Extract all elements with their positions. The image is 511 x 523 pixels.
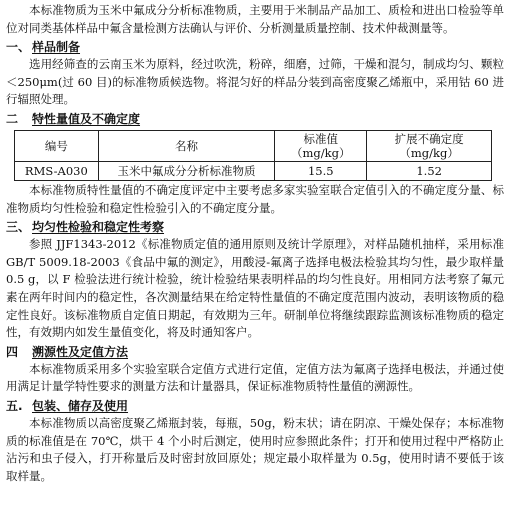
section-text-traceability: 本标准物质采用多个实验室联合定值方式进行定值，定值方法为氟离子选择电极法，并通过使用满足计量学特性要求的测量方法和计量器具，保证标准物质特性量值的溯源性。 (6, 361, 504, 394)
header-line: 标准值 (303, 131, 339, 146)
table-header-row (15, 130, 492, 161)
section-heading-packaging (6, 398, 504, 415)
table-row (15, 161, 492, 180)
intro-paragraph: 本标准物质为玉米中氟成分分析标准物质，主要用于米制品产品加工、质检和进出口检验等单位对同类基体样品中氟含量检测方法确认与评价、分析测量质量控制、技术仲裁测量等。 (6, 3, 504, 35)
section-text-preparation: 选用经筛查的云南玉米为原料，经过吹洗，粉碎，细磨，过筛，干燥和混匀，制成均匀、颗粒＜250μm(过 60 目)的标准物质候选物。将混匀好的样品分装到高密度聚乙烯瓶中，采用钴 60 进行辐照处理。 (6, 57, 504, 107)
section-title: 包装、储存及使用 (32, 398, 129, 413)
section-title: 样品制备 (32, 40, 81, 55)
section-title: 溯源性及定值方法 (32, 344, 129, 359)
header-line: 编号 (44, 138, 68, 153)
cell-id: RMS-A030 (15, 161, 99, 180)
section-number: 二 (6, 111, 19, 126)
section-text-uncertainty: 本标准物质特性量值的不确定度评定中主要考虑多家实验室联合定值引入的不确定度分量、标准物质均匀性检验和稳定性检验引入的不确定度分量。 (6, 182, 504, 215)
document (6, 2, 504, 485)
col-header-id (15, 130, 99, 161)
col-header-value (275, 130, 367, 161)
header-line: 名称 (174, 138, 198, 153)
cell-value: 15.5 (275, 161, 367, 180)
col-header-name (98, 130, 275, 161)
header-unit: （mg/kg） (399, 145, 459, 160)
section-title: 特性量值及不确定度 (32, 111, 141, 126)
header-line: 扩展不确定度 (394, 131, 464, 146)
section-title: 均匀性检验和稳定性考察 (32, 220, 165, 235)
section-heading-homogeneity (6, 219, 504, 236)
col-header-uncertainty (367, 130, 492, 161)
section-number: 四 (6, 344, 19, 359)
section-heading-property-values (6, 111, 504, 128)
section-heading-traceability (6, 344, 504, 361)
header-unit: （mg/kg） (291, 145, 351, 160)
section-number: 一、 (6, 40, 31, 55)
section-number: 三、 (6, 220, 31, 235)
cell-name: 玉米中氟成分分析标准物质 (98, 161, 275, 180)
section-heading-preparation (6, 39, 504, 56)
section-text-homogeneity: 参照 JJF1343-2012《标准物质定值的通用原则及统计学原理》，对样品随机抽样，采用标准 GB/T 5009.18-2003《食品中氟的测定》，用酸浸-氟离子选择电极法检验其均匀性，最少取样量 0.5 g，以 F 检验法进行统计检验，统计检验结果表明样品的均匀性良好。用相同方法考察了氟元素在两年时间内的稳定性，各次测量结果在给定特性量值的不确定度范围内波动，表明该物质的稳定性良好。该标准物质自定值日期起，有效期为三年。研制单位将继续跟踪监测该标准物质的稳定性，有效期内如发生量值变化，将及时通知客户。 (6, 237, 504, 340)
section-number: 五. (6, 398, 23, 413)
cell-uncertainty: 1.52 (367, 161, 492, 180)
property-value-table (14, 130, 492, 181)
section-text-packaging: 本标准物质以高密度聚乙烯瓶封装，每瓶，50g，粉末状；请在阴凉、干燥处保存；本标准物质的标准值是在 70℃，烘干 4 个小时后测定，使用时应参照此条件；打开和使用过程中严格防止沾污和虫子侵入，打开称量后及时密封放回原处；规定最小取样量为 0.5g，使用时请不要低于该取样量。 (6, 415, 504, 483)
